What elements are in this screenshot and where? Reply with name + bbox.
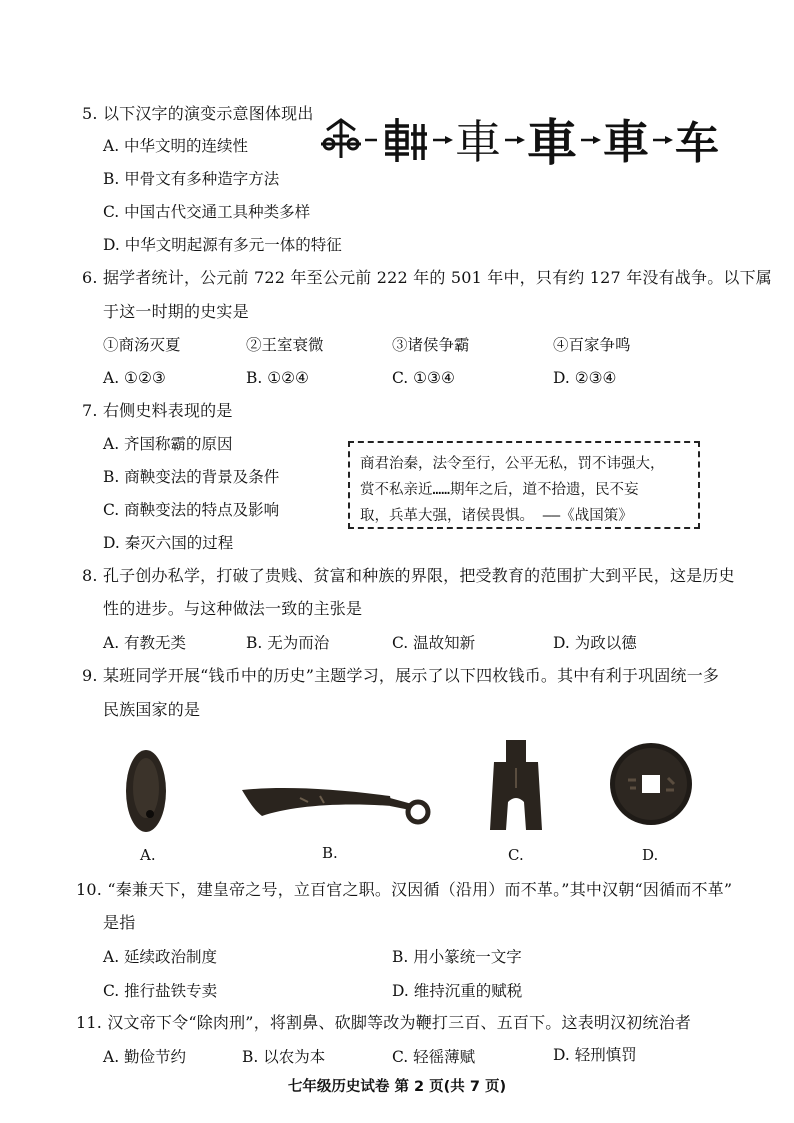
bronze-chariot-glyph bbox=[385, 118, 427, 162]
ant-nose-coin-image bbox=[124, 748, 168, 834]
q11-option-d: D. 轻刑慎罚 bbox=[553, 1046, 637, 1064]
quote-line-3: 取，兵革大强，诸侯畏惧。 ——《战国策》 bbox=[360, 508, 633, 524]
regular-chariot-glyph: 車 bbox=[603, 115, 649, 168]
q6-item-2: ②王室衰微 bbox=[246, 336, 324, 354]
q10-option-a: A. 延续政治制度 bbox=[103, 948, 218, 966]
seal-chariot-glyph: 車 bbox=[455, 115, 501, 168]
q7-option-c: C. 商鞅变法的特点及影响 bbox=[103, 501, 280, 519]
q8-option-a: A. 有教无类 bbox=[103, 634, 187, 652]
knife-coin-image bbox=[240, 776, 432, 832]
q7-stem: 7. 右侧史料表现的是 bbox=[82, 401, 233, 420]
simplified-chariot-glyph: 车 bbox=[675, 118, 719, 168]
q6-item-4: ④百家争鸣 bbox=[553, 336, 631, 354]
q5-option-c: C. 中国古代交通工具种类多样 bbox=[103, 203, 311, 221]
q10-option-d: D. 维持沉重的赋税 bbox=[392, 982, 523, 1000]
q6-item-1: ①商汤灭夏 bbox=[103, 336, 181, 354]
round-square-hole-coin-image bbox=[608, 740, 694, 828]
q8-option-b: B. 无为而治 bbox=[246, 634, 330, 652]
q11-option-c: C. 轻徭薄赋 bbox=[392, 1048, 476, 1066]
q6-stem-line2: 于这一时期的史实是 bbox=[103, 302, 249, 321]
page-footer: 七年级历史试卷 第 2 页(共 7 页) bbox=[287, 1079, 507, 1095]
q9-stem-line1: 9. 某班同学开展“钱币中的历史”主题学习，展示了以下四枚钱币。其中有利于巩固统一多 bbox=[82, 666, 720, 685]
q11-stem: 11. 汉文帝下令“除肉刑”，将割鼻、砍脚等改为鞭打三百、五百下。这表明汉初统治者 bbox=[76, 1013, 692, 1032]
q6-item-3: ③诸侯争霸 bbox=[392, 336, 470, 354]
q10-stem-line2: 是指 bbox=[103, 913, 136, 932]
clerical-chariot-glyph: 車 bbox=[527, 114, 577, 168]
q11-option-b: B. 以农为本 bbox=[242, 1048, 326, 1066]
q6-option-b: B. ①②④ bbox=[246, 369, 309, 387]
q8-stem-line1: 8. 孔子创办私学，打破了贵贱、贫富和种族的界限，把受教育的范围扩大到平民，这是历史 bbox=[82, 566, 735, 585]
q10-stem-line1: 10. “秦兼天下，建皇帝之号，立百官之职。汉因循（沿用）而不革。”其中汉朝“因循而不革” bbox=[76, 880, 733, 899]
q10-option-b: B. 用小篆统一文字 bbox=[392, 948, 522, 966]
coin-label-d: D. bbox=[642, 846, 659, 864]
q5-option-d: D. 中华文明起源有多元一体的特征 bbox=[103, 236, 342, 254]
coin-label-c: C. bbox=[508, 846, 524, 864]
q6-stem-line1: 6. 据学者统计，公元前 722 年至公元前 222 年的 501 年中，只有约 127 年没有战争。以下属 bbox=[82, 268, 772, 287]
quote-line-2: 赏不私亲近……期年之后，道不拾遗，民不妄 bbox=[360, 482, 639, 498]
q6-option-d: D. ②③④ bbox=[553, 369, 617, 387]
q8-stem-line2: 性的进步。与这种做法一致的主张是 bbox=[103, 599, 363, 618]
character-evolution-diagram bbox=[315, 112, 725, 168]
q8-option-d: D. 为政以德 bbox=[553, 634, 637, 652]
q9-stem-line2: 民族国家的是 bbox=[103, 700, 201, 719]
spade-coin-image bbox=[486, 738, 546, 832]
q11-option-a: A. 勤俭节约 bbox=[103, 1048, 187, 1066]
q8-option-c: C. 温故知新 bbox=[392, 634, 476, 652]
coin-label-b: B. bbox=[322, 844, 338, 862]
q7-option-d: D. 秦灭六国的过程 bbox=[103, 534, 234, 552]
q7-option-a: A. 齐国称霸的原因 bbox=[103, 435, 233, 453]
q6-option-a: A. ①②③ bbox=[103, 369, 166, 387]
historical-quote-box bbox=[348, 441, 700, 529]
q5-stem: 5. 以下汉字的演变示意图体现出 bbox=[82, 104, 314, 123]
coin-label-a: A. bbox=[140, 846, 156, 864]
q7-option-b: B. 商鞅变法的背景及条件 bbox=[103, 468, 280, 486]
q10-option-c: C. 推行盐铁专卖 bbox=[103, 982, 218, 1000]
q5-option-b: B. 甲骨文有多种造字方法 bbox=[103, 170, 280, 188]
q5-option-a: A. 中华文明的连续性 bbox=[103, 137, 249, 155]
q6-option-c: C. ①③④ bbox=[392, 369, 455, 387]
quote-line-1: 商君治秦，法令至行，公平无私，罚不讳强大， bbox=[360, 456, 665, 472]
oracle-bone-chariot-glyph bbox=[321, 120, 361, 158]
